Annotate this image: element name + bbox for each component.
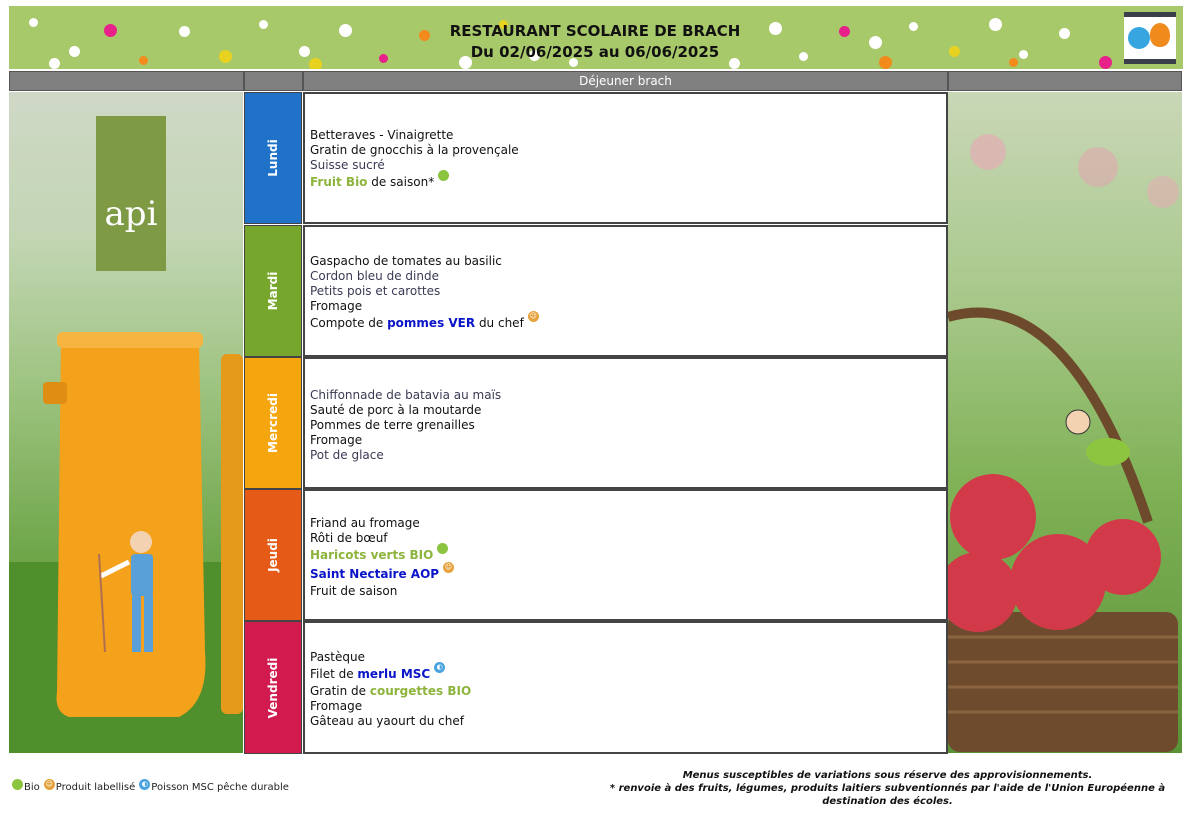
menu-item-text: Friand au fromage bbox=[310, 516, 420, 530]
menu-item-text: Suisse sucré bbox=[310, 158, 385, 172]
menu-cell-jeudi bbox=[303, 489, 948, 621]
note-line-3: destination des écoles. bbox=[822, 796, 953, 807]
menu-item bbox=[310, 269, 539, 284]
logo-blue-shape bbox=[1128, 27, 1150, 49]
menu-item bbox=[310, 565, 454, 584]
api-logo-text: api bbox=[104, 194, 158, 234]
day-name: Lundi bbox=[266, 139, 280, 177]
day-name: Mardi bbox=[266, 271, 280, 311]
legend-item bbox=[12, 782, 40, 793]
menu-item-text: pommes VER bbox=[387, 316, 476, 330]
menu-item bbox=[310, 448, 501, 463]
menu-cell-lundi bbox=[303, 92, 948, 224]
menu-item-text: Gaspacho de tomates au basilic bbox=[310, 254, 502, 268]
note-line-1: Menus susceptibles de variations sous réserve des approvisionnements. bbox=[682, 770, 1093, 781]
menu-item bbox=[310, 684, 471, 699]
menu-item-text: Sauté de porc à la moutarde bbox=[310, 403, 482, 417]
label-icon: ☺ bbox=[529, 312, 537, 320]
legend bbox=[12, 782, 293, 793]
apple-basket-illustration bbox=[948, 92, 1182, 753]
menu-item bbox=[310, 584, 454, 599]
page-title: RESTAURANT SCOLAIRE DE BRACH bbox=[449, 22, 741, 40]
menu-item bbox=[310, 314, 539, 333]
day-label-mardi bbox=[244, 225, 302, 357]
menu-item-text: merlu MSC bbox=[357, 667, 431, 681]
logo-orange-shape bbox=[1150, 23, 1170, 47]
menu-item bbox=[310, 699, 471, 714]
note-line-2: * renvoie à des fruits, légumes, produits laitiers subventionnés par l'aide de l'Union Européenne à bbox=[609, 783, 1166, 794]
logo bbox=[1124, 12, 1176, 64]
legend-label: Poisson MSC pêche durable bbox=[151, 782, 289, 793]
menu-item bbox=[310, 254, 539, 269]
legend-item bbox=[44, 782, 136, 793]
menu-item bbox=[310, 650, 471, 665]
menu-item-text: Fruit de saison bbox=[310, 584, 398, 598]
header-cell-menu: Déjeuner brach bbox=[303, 71, 948, 91]
menu-item bbox=[310, 388, 501, 403]
menu-item bbox=[310, 173, 519, 192]
menu-item-text: de saison* bbox=[367, 175, 435, 189]
page-subtitle: Du 02/06/2025 au 06/06/2025 bbox=[470, 43, 720, 61]
menu-cell-vendredi bbox=[303, 621, 948, 754]
bio-icon bbox=[437, 543, 448, 554]
menu-item-text: Pastèque bbox=[310, 650, 365, 664]
menu-item-text: Fruit Bio bbox=[310, 175, 368, 189]
menu-item-text: Betteraves - Vinaigrette bbox=[310, 128, 454, 142]
menu-item-text: Pommes de terre grenailles bbox=[310, 418, 475, 432]
day-label-mercredi bbox=[244, 357, 302, 489]
menu-item-text: Pot de glace bbox=[310, 448, 384, 462]
day-label-vendredi bbox=[244, 621, 302, 754]
menu-item bbox=[310, 433, 501, 448]
child-figure bbox=[1066, 410, 1130, 466]
api-logo bbox=[96, 116, 166, 271]
menu-cell-mercredi bbox=[303, 357, 948, 489]
menu-item-text: Fromage bbox=[310, 433, 363, 447]
menu-item bbox=[310, 128, 519, 143]
menu-item-text: Fromage bbox=[310, 699, 363, 713]
menu-item-text: Gâteau au yaourt du chef bbox=[310, 714, 464, 728]
legend-label: Bio bbox=[24, 782, 40, 793]
day-name: Vendredi bbox=[266, 657, 280, 718]
legend-item bbox=[139, 782, 289, 793]
menu-item-text: Petits pois et carottes bbox=[310, 284, 441, 298]
menu-item bbox=[310, 714, 471, 729]
header-cell-right bbox=[948, 71, 1182, 91]
menu-item bbox=[310, 516, 454, 531]
menu-item-text: courgettes BIO bbox=[369, 684, 472, 698]
header-cell-left bbox=[9, 71, 244, 91]
menu-item bbox=[310, 403, 501, 418]
menu-item-text: du chef bbox=[475, 316, 524, 330]
menu-item bbox=[310, 158, 519, 173]
menu-item-text: Filet de bbox=[310, 667, 358, 681]
menu-item bbox=[310, 546, 454, 565]
menu-item-text: Fromage bbox=[310, 299, 363, 313]
label-icon: ☺ bbox=[444, 563, 453, 571]
menu-item bbox=[310, 284, 539, 299]
msc-icon: ◐ bbox=[139, 779, 150, 790]
menu-item bbox=[310, 143, 519, 158]
menu-item-text: Gratin de bbox=[310, 684, 370, 698]
menu-item bbox=[310, 665, 471, 684]
menu-item-text: Compote de bbox=[310, 316, 388, 330]
day-label-jeudi bbox=[244, 489, 302, 621]
menu-item-text: Saint Nectaire AOP bbox=[310, 567, 440, 581]
menu-item-text: Gratin de gnocchis à la provençale bbox=[310, 143, 519, 157]
menu-item-text: Chiffonnade de batavia au maïs bbox=[310, 388, 502, 402]
header-cell-day bbox=[244, 71, 303, 91]
msc-icon: ◐ bbox=[434, 662, 445, 673]
footer-notes bbox=[600, 769, 1175, 808]
day-name: Jeudi bbox=[266, 538, 280, 572]
menu-item bbox=[310, 418, 501, 433]
left-photo bbox=[9, 92, 243, 753]
menu-cell-mardi bbox=[303, 225, 948, 357]
menu-item bbox=[310, 531, 454, 546]
legend-label: Produit labellisé bbox=[55, 782, 136, 793]
right-photo bbox=[948, 92, 1182, 753]
bio-icon bbox=[438, 170, 449, 181]
menu-item-text: Haricots verts BIO bbox=[310, 548, 434, 562]
menu-item-text: Rôti de bœuf bbox=[310, 531, 388, 545]
day-name: Mercredi bbox=[266, 393, 280, 453]
day-label-lundi bbox=[244, 92, 302, 224]
label-icon: ☺ bbox=[45, 780, 53, 788]
menu-item bbox=[310, 299, 539, 314]
bio-icon bbox=[12, 779, 23, 790]
menu-item-text: Cordon bleu de dinde bbox=[310, 269, 439, 283]
